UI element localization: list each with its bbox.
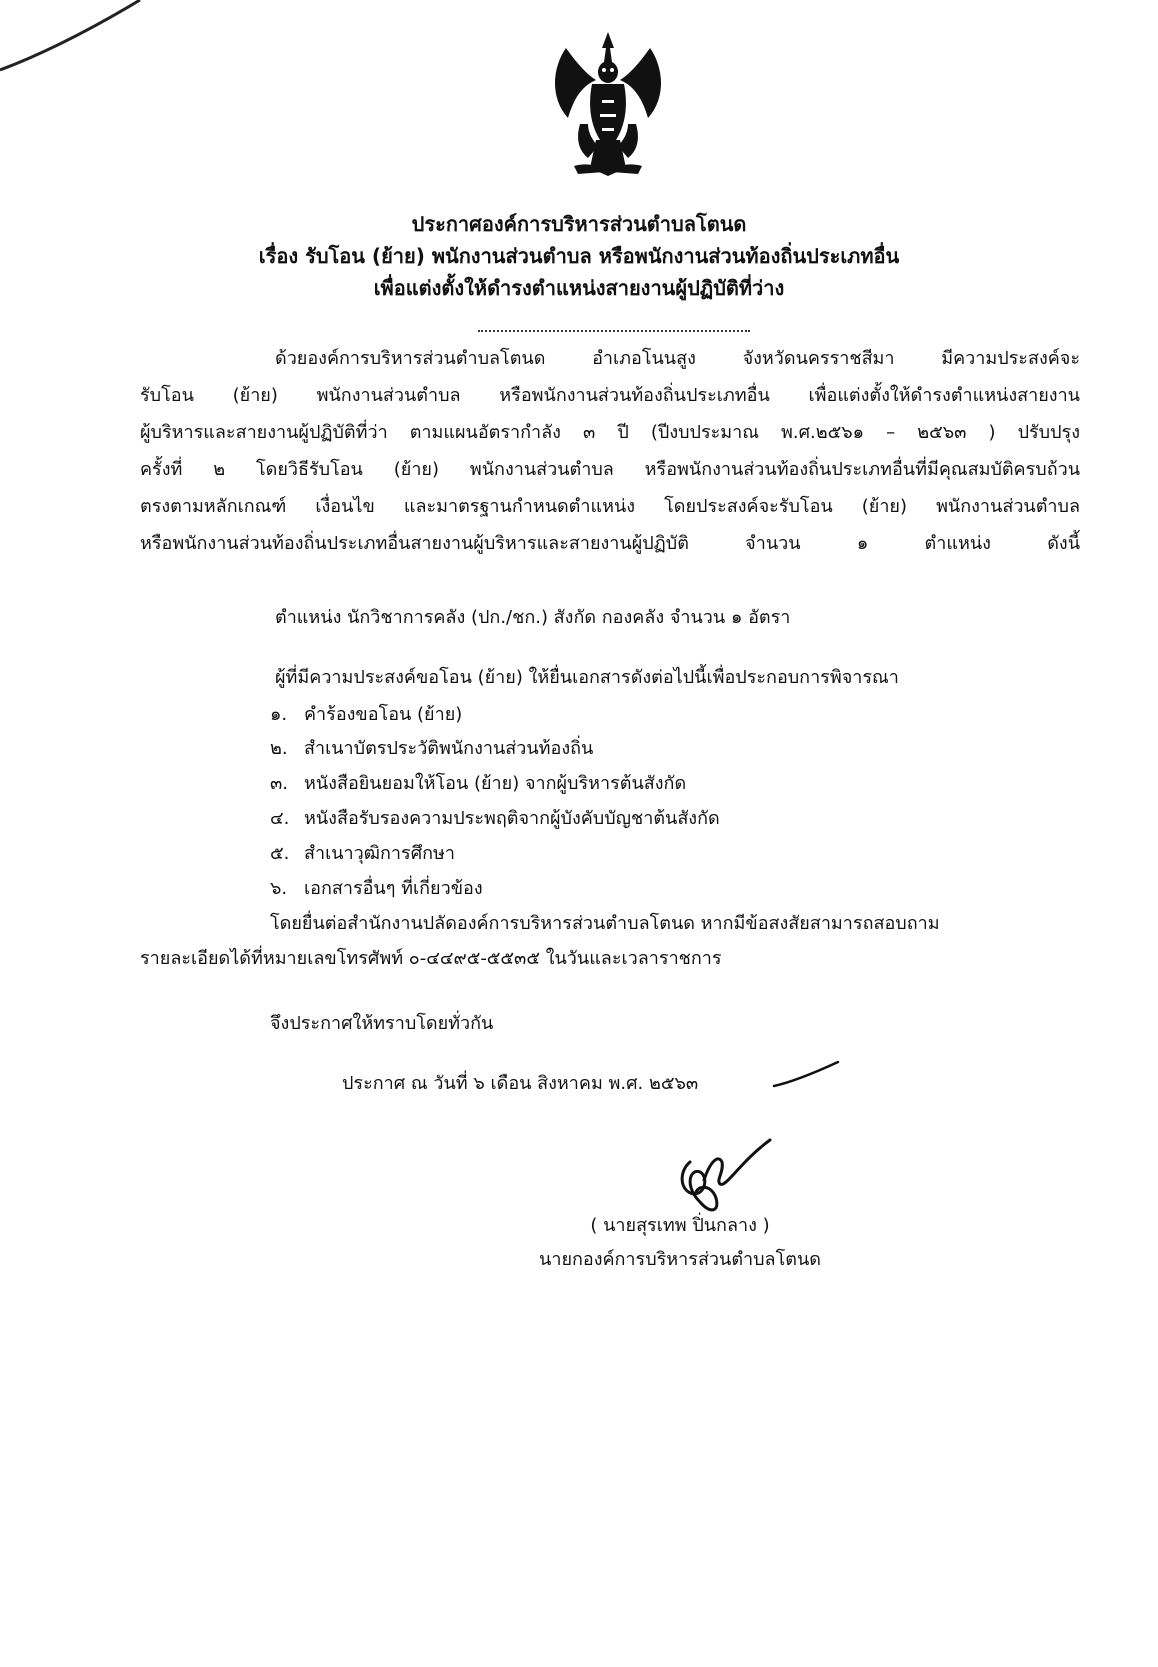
document-item-text: หนังสือรับรองความประพฤติจากผู้บังคับบัญชาต้นสังกัด: [304, 808, 720, 829]
document-item: [270, 840, 455, 868]
position-line: ตำแหน่ง นักวิชาการคลัง (ปก./ชก.) สังกัด กองคลัง จำนวน ๑ อัตรา: [275, 607, 791, 628]
document-item: [270, 701, 462, 729]
document-item-text: สำเนาวุฒิการศึกษา: [304, 843, 455, 864]
intro-line: ด้วยองค์การบริหารส่วนตำบลโตนด อำเภอโนนสูง จังหวัดนครราชสีมา มีความประสงค์จะ: [275, 348, 1080, 369]
intro-paragraph: [140, 340, 1080, 562]
document-item-number: ๖.: [270, 878, 288, 899]
document-item: [270, 805, 720, 833]
intro-line: รับโอน (ย้าย) พนักงานส่วนตำบล หรือพนักงานส่วนท้องถิ่นประเภทอื่น เพื่อแต่งตั้งให้ดำรงตำแหน่งสายงาน: [140, 385, 1080, 406]
announcement-subject: เรื่อง รับโอน (ย้าย) พนักงานส่วนตำบล หรือพนักงานส่วนท้องถิ่นประเภทอื่น: [258, 244, 900, 268]
submit-line: รายละเอียดได้ที่หมายเลขโทรศัพท์ ๐-๔๔๙๕-๕๕๓๕ ในวันและเวลาราชการ: [140, 948, 722, 969]
submit-line: โดยยื่นต่อสำนักงานปลัดองค์การบริหารส่วนตำบลโตนด หากมีข้อสงสัยสามารถสอบถาม: [270, 913, 940, 934]
announcement-date: ประกาศ ณ วันที่ ๖ เดือน สิงหาคม พ.ศ. ๒๕๖๓: [342, 1073, 699, 1094]
document-item-number: ๒.: [270, 738, 288, 759]
announcement-subject-line2: เพื่อแต่งตั้งให้ดำรงตำแหน่งสายงานผู้ปฏิบัติที่ว่าง: [373, 276, 785, 300]
document-item-text: เอกสารอื่นๆ ที่เกี่ยวข้อง: [304, 878, 483, 899]
intro-line: ตรงตามหลักเกณฑ์ เงื่อนไข และมาตรฐานกำหนดตำแหน่ง โดยประสงค์จะรับโอน (ย้าย) พนักงานส่วนตำบล: [140, 496, 1080, 517]
intro-line: ครั้งที่ ๒ โดยวิธีรับโอน (ย้าย) พนักงานส่วนตำบล หรือพนักงานส่วนท้องถิ่นประเภทอื่นที่มีคุณสมบัติครบถ้วน: [140, 459, 1080, 480]
intro-line: หรือพนักงานส่วนท้องถิ่นประเภทอื่นสายงานผู้บริหารและสายงานผู้ปฏิบัติ จำนวน ๑ ตำแหน่ง ดังนี้: [140, 533, 1080, 554]
document-item-text: หนังสือยินยอมให้โอน (ย้าย) จากผู้บริหารต้นสังกัด: [304, 773, 687, 794]
closing-statement: จึงประกาศให้ทราบโดยทั่วกัน: [270, 1013, 494, 1034]
document-item-text: คำร้องขอโอน (ย้าย): [304, 704, 463, 725]
garuda-emblem-icon: [548, 28, 668, 178]
intro-line: ผู้บริหารและสายงานผู้ปฏิบัติที่ว่า ตามแผนอัตรากำลัง ๓ ปี (ปีงบประมาณ พ.ศ.๒๕๖๑ – ๒๕๖๓ ) ปรับปรุง: [140, 422, 1080, 443]
document-item-number: ๓.: [270, 773, 289, 794]
document-item: [270, 735, 593, 763]
signatory-name: ( นายสุรเทพ ปิ่นกลาง ): [590, 1215, 770, 1236]
announcement-title: ประกาศองค์การบริหารส่วนตำบลโตนด: [411, 212, 747, 236]
handwritten-signature: [660, 1132, 780, 1222]
signature-flourish: [772, 1060, 842, 1090]
document-item: [270, 770, 686, 798]
document-item-number: ๔.: [270, 808, 290, 829]
document-item: [270, 875, 483, 903]
documents-intro: ผู้ที่มีความประสงค์ขอโอน (ย้าย) ให้ยื่นเอกสารดังต่อไปนี้เพื่อประกอบการพิจารณา: [275, 667, 899, 688]
document-item-number: ๑.: [270, 704, 288, 725]
document-item-text: สำเนาบัตรประวัติพนักงานส่วนท้องถิ่น: [304, 738, 594, 759]
document-item-number: ๕.: [270, 843, 290, 864]
signatory-position: นายกองค์การบริหารส่วนตำบลโตนด: [539, 1249, 821, 1270]
dotted-divider: [478, 330, 750, 332]
